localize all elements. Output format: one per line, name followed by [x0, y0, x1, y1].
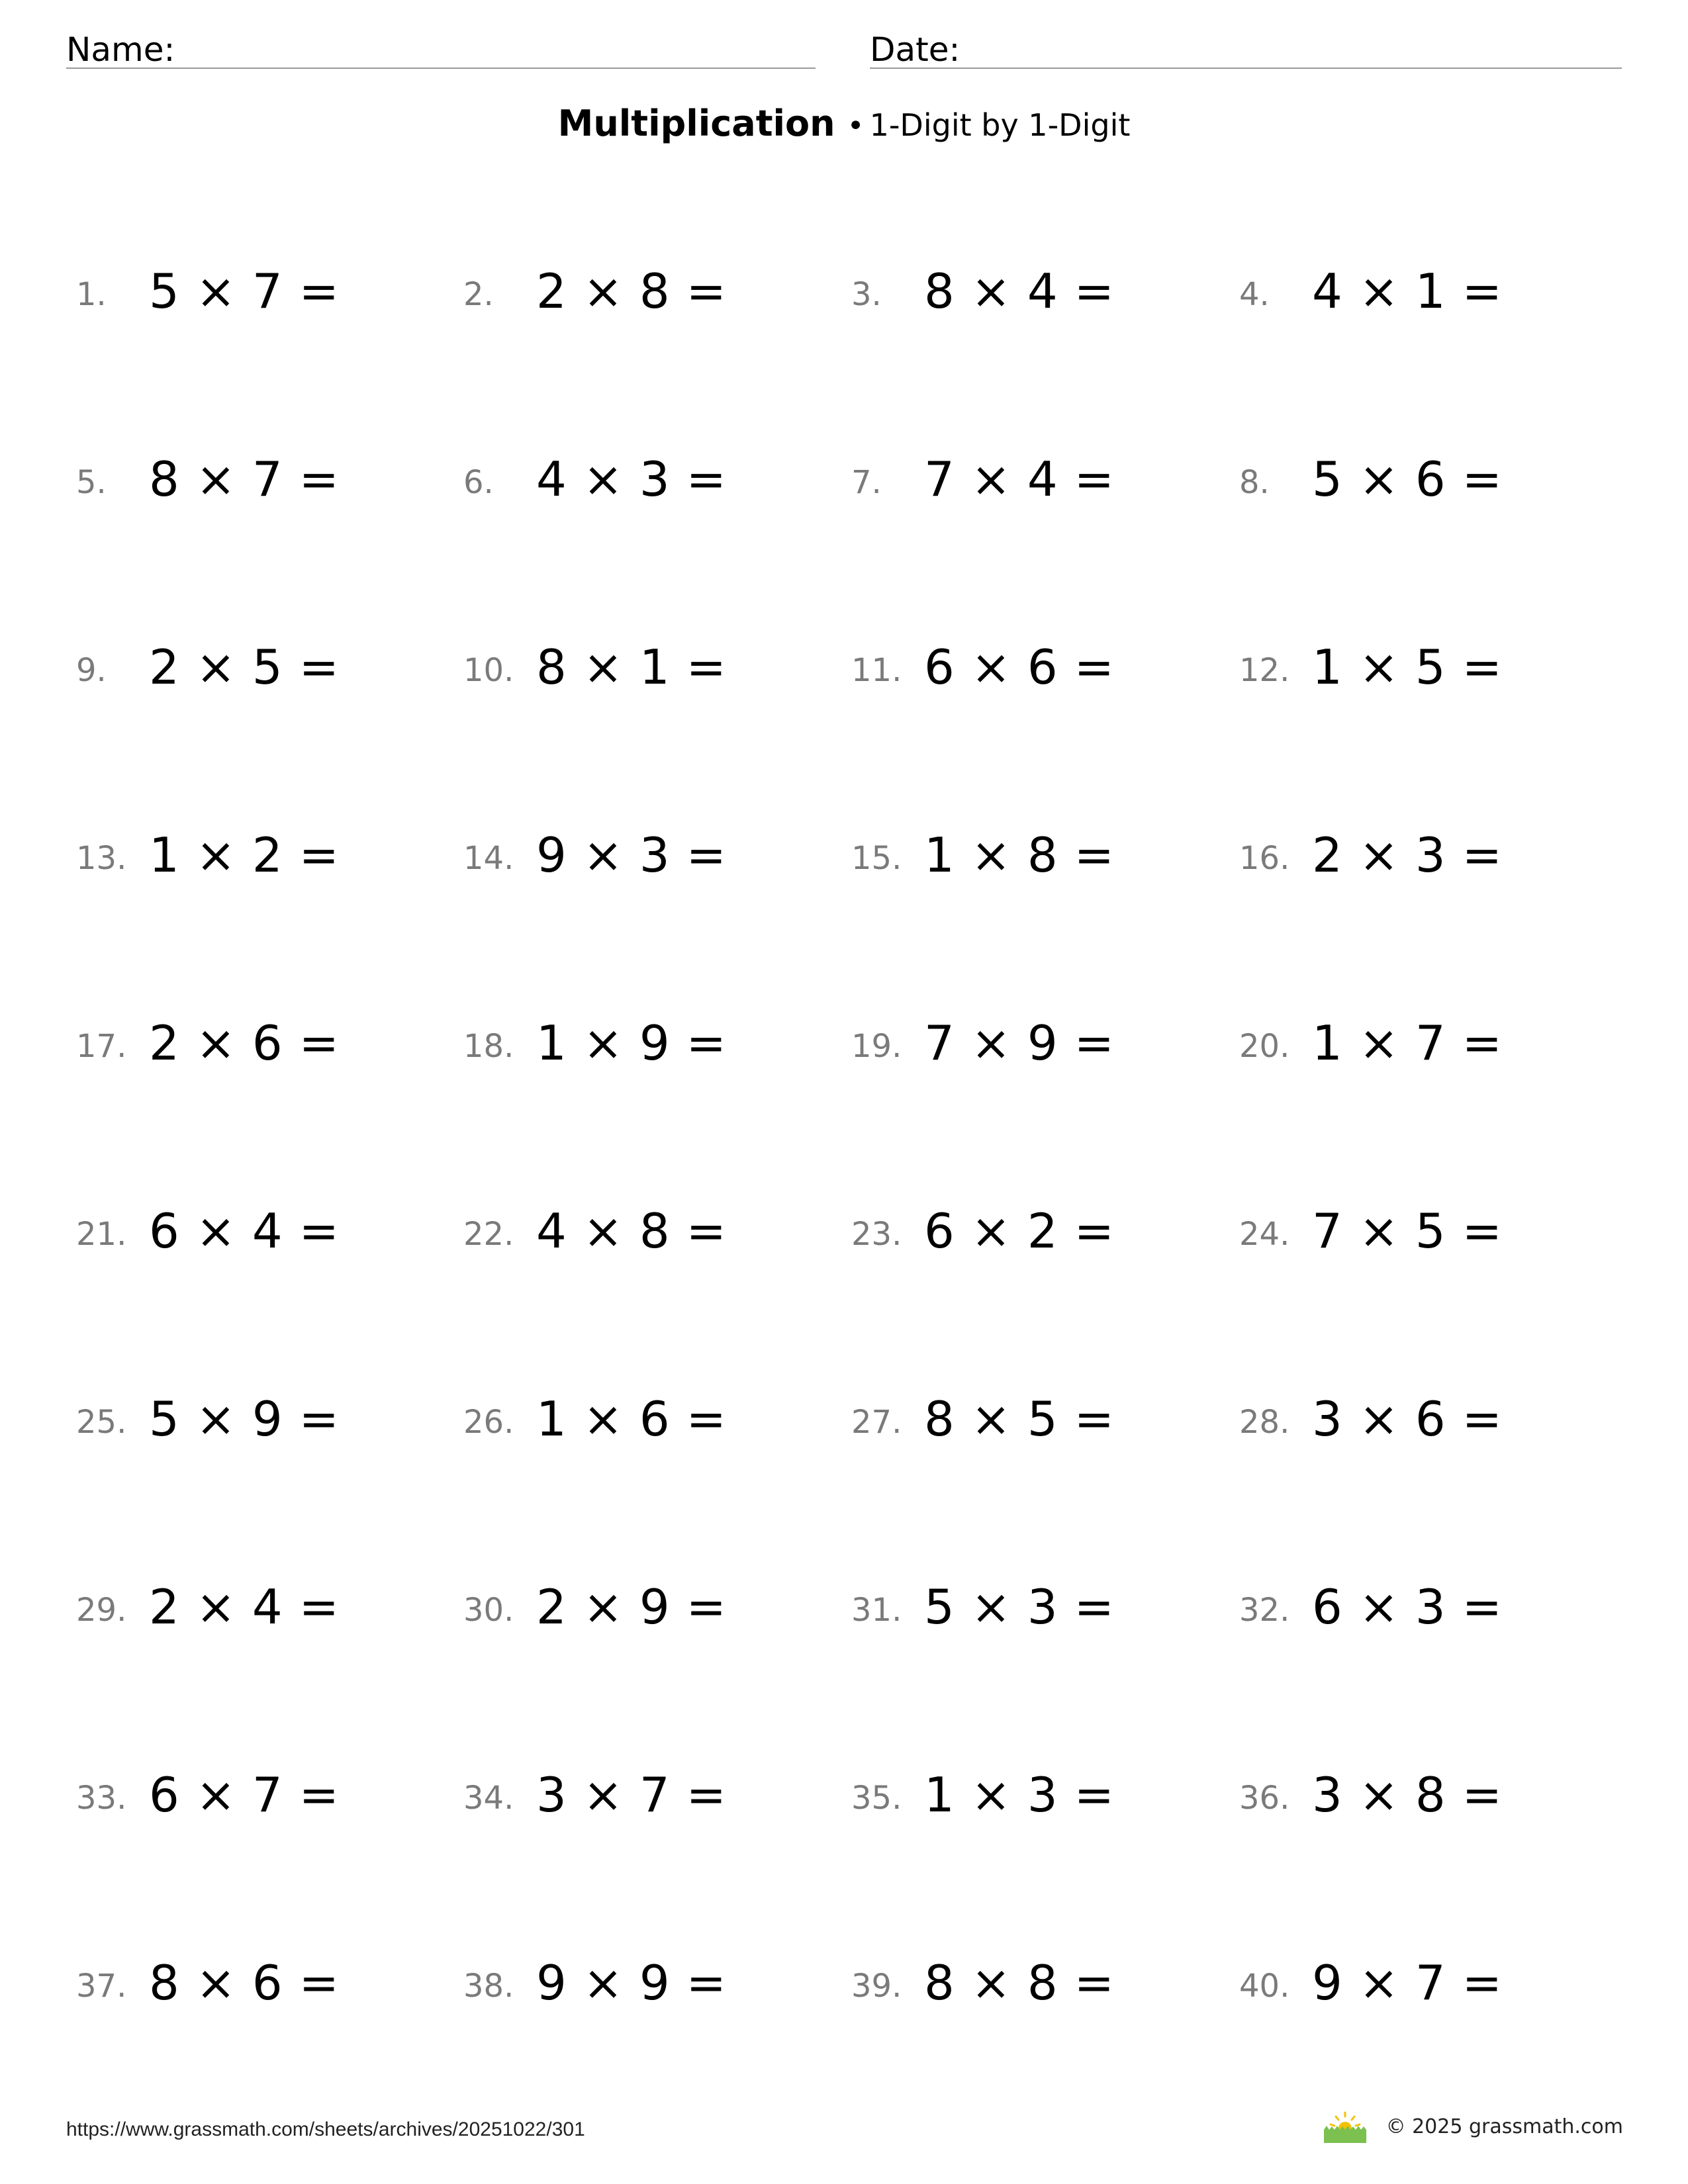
problem-number: 31.: [851, 1592, 902, 1629]
problem-number: 24.: [1239, 1216, 1290, 1253]
problem-number: 37.: [76, 1968, 127, 2005]
problem-number: 35.: [851, 1780, 902, 1817]
problem-expression: 9 × 7 =: [1312, 1955, 1503, 2011]
problem-expression: 8 × 8 =: [924, 1955, 1115, 2011]
problem-expression: 3 × 7 =: [536, 1767, 727, 1823]
problem-expression: 1 × 2 =: [149, 827, 340, 883]
problem-number: 34.: [463, 1780, 514, 1817]
problem-number: 11.: [851, 652, 902, 689]
problem-expression: 1 × 6 =: [536, 1391, 727, 1447]
problem-expression: 3 × 8 =: [1312, 1767, 1503, 1823]
problem-number: 5.: [76, 464, 107, 501]
problem-expression: 7 × 9 =: [924, 1015, 1115, 1071]
problem-number: 22.: [463, 1216, 514, 1253]
problem-number: 20.: [1239, 1028, 1290, 1065]
problem-expression: 8 × 7 =: [149, 451, 340, 507]
problem-expression: 8 × 5 =: [924, 1391, 1115, 1447]
problem-number: 38.: [463, 1968, 514, 2005]
problem-expression: 7 × 5 =: [1312, 1203, 1503, 1259]
problem-expression: 9 × 9 =: [536, 1955, 727, 2011]
problem-number: 8.: [1239, 464, 1270, 501]
title-subtitle: 1-Digit by 1-Digit: [869, 107, 1131, 143]
problem-expression: 1 × 8 =: [924, 827, 1115, 883]
problem-number: 10.: [463, 652, 514, 689]
problem-number: 21.: [76, 1216, 127, 1253]
problem-number: 6.: [463, 464, 494, 501]
problem-expression: 1 × 7 =: [1312, 1015, 1503, 1071]
problem-number: 39.: [851, 1968, 902, 2005]
problem-expression: 6 × 6 =: [924, 639, 1115, 695]
problem-number: 30.: [463, 1592, 514, 1629]
name-label: Name:: [66, 30, 175, 69]
problem-number: 27.: [851, 1404, 902, 1441]
problem-number: 2.: [463, 276, 494, 313]
problem-expression: 6 × 4 =: [149, 1203, 340, 1259]
problem-expression: 4 × 8 =: [536, 1203, 727, 1259]
problem-expression: 8 × 6 =: [149, 1955, 340, 2011]
problem-expression: 5 × 3 =: [924, 1579, 1115, 1635]
problem-expression: 5 × 9 =: [149, 1391, 340, 1447]
problem-expression: 9 × 3 =: [536, 827, 727, 883]
problem-number: 40.: [1239, 1968, 1290, 2005]
problem-number: 29.: [76, 1592, 127, 1629]
problem-expression: 2 × 8 =: [536, 263, 727, 319]
problem-expression: 6 × 7 =: [149, 1767, 340, 1823]
problem-number: 7.: [851, 464, 882, 501]
problem-number: 15.: [851, 840, 902, 877]
sun-over-grass-icon: [1321, 2110, 1369, 2144]
problem-number: 36.: [1239, 1780, 1290, 1817]
problem-expression: 2 × 4 =: [149, 1579, 340, 1635]
problem-number: 13.: [76, 840, 127, 877]
problem-expression: 1 × 3 =: [924, 1767, 1115, 1823]
footer-url: https://www.grassmath.com/sheets/archives/20251022/301: [66, 2118, 585, 2140]
problem-number: 1.: [76, 276, 107, 313]
date-label: Date:: [870, 30, 961, 69]
problem-number: 32.: [1239, 1592, 1290, 1629]
problem-number: 16.: [1239, 840, 1290, 877]
problem-number: 25.: [76, 1404, 127, 1441]
problem-expression: 8 × 4 =: [924, 263, 1115, 319]
problem-expression: 8 × 1 =: [536, 639, 727, 695]
problem-number: 17.: [76, 1028, 127, 1065]
problem-expression: 1 × 5 =: [1312, 639, 1503, 695]
problem-number: 26.: [463, 1404, 514, 1441]
title-separator: •: [847, 109, 865, 143]
problem-number: 33.: [76, 1780, 127, 1817]
problem-expression: 5 × 7 =: [149, 263, 340, 319]
problem-number: 3.: [851, 276, 882, 313]
problem-expression: 2 × 6 =: [149, 1015, 340, 1071]
problem-number: 23.: [851, 1216, 902, 1253]
problem-expression: 4 × 1 =: [1312, 263, 1503, 319]
problem-expression: 2 × 5 =: [149, 639, 340, 695]
problem-number: 12.: [1239, 652, 1290, 689]
title-main: Multiplication: [557, 103, 835, 144]
problem-expression: 1 × 9 =: [536, 1015, 727, 1071]
problem-expression: 2 × 9 =: [536, 1579, 727, 1635]
problem-expression: 2 × 3 =: [1312, 827, 1503, 883]
problem-number: 18.: [463, 1028, 514, 1065]
problem-expression: 6 × 3 =: [1312, 1579, 1503, 1635]
problem-expression: 4 × 3 =: [536, 451, 727, 507]
problem-number: 4.: [1239, 276, 1270, 313]
footer-brand: [1321, 2109, 1623, 2146]
problem-expression: 6 × 2 =: [924, 1203, 1115, 1259]
problem-number: 9.: [76, 652, 107, 689]
problem-expression: 7 × 4 =: [924, 451, 1115, 507]
problem-expression: 3 × 6 =: [1312, 1391, 1503, 1447]
footer-copyright: © 2025 grassmath.com: [1385, 2115, 1623, 2138]
problem-number: 14.: [463, 840, 514, 877]
problem-number: 28.: [1239, 1404, 1290, 1441]
problem-expression: 5 × 6 =: [1312, 451, 1503, 507]
problem-number: 19.: [851, 1028, 902, 1065]
